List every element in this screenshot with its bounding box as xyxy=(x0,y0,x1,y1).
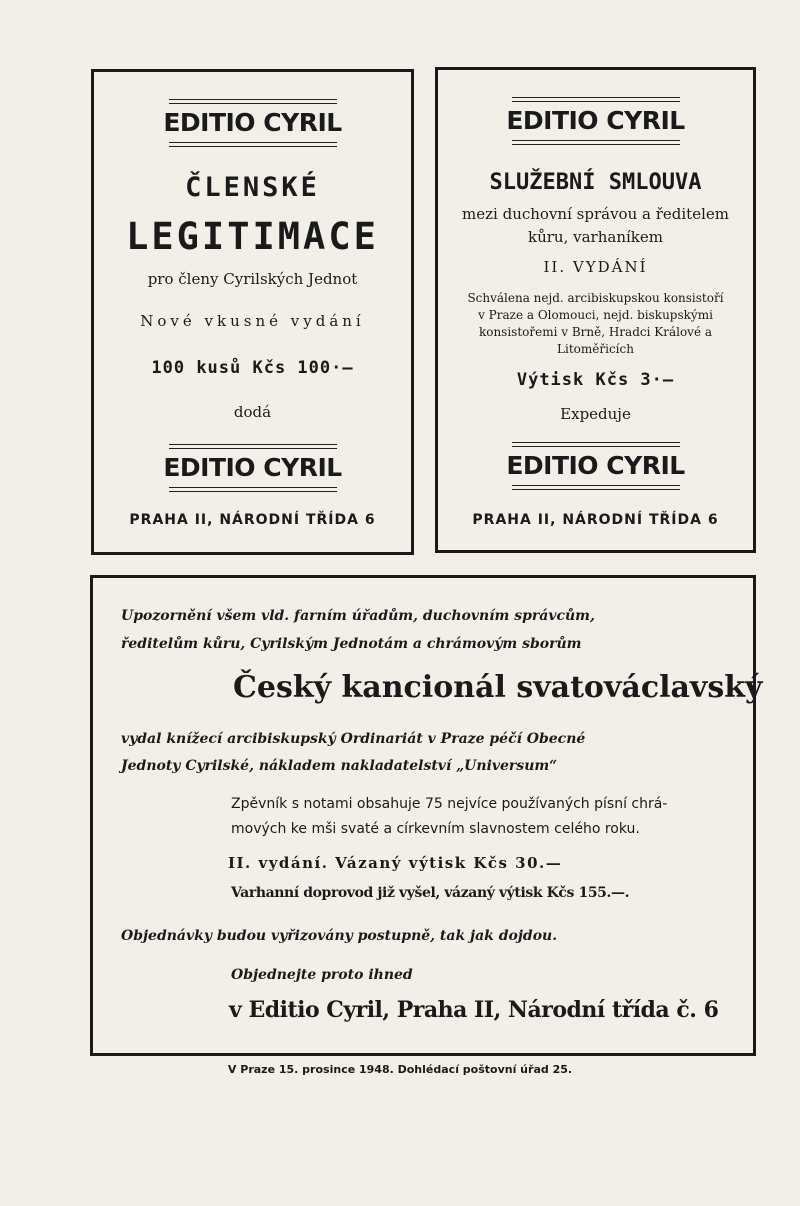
brand-name-top: EDITIO CYRIL xyxy=(506,106,685,135)
content-line-1: Zpěvník s notami obsahuje 75 nejvíce používaných písní chrá- xyxy=(231,796,668,812)
approval-line-2: v Praze a Olomouci, nejd. biskupskými xyxy=(478,308,713,322)
title: SLUŽEBNÍ SMLOUVA xyxy=(489,170,702,195)
left-advertisement xyxy=(91,69,414,555)
footer-imprint: V Praze 15. prosince 1948. Dohlédací poštovní úřad 25. xyxy=(227,1063,573,1076)
price: 100 kusů Kčs 100·– xyxy=(151,358,354,378)
orders-note: Objednávky budou vyřizovány postupně, tak jak dojdou. xyxy=(121,928,558,944)
approval-line-3: konsistořemi v Brně, Hradci Králové a xyxy=(478,325,713,339)
approval-line-1: Schválena nejd. arcibiskupskou konsistoří xyxy=(467,291,724,305)
supplier-label: dodá xyxy=(233,403,272,421)
price-line-1: II. vydání. Vázaný výtisk Kčs 30.— xyxy=(228,854,563,872)
right-advertisement xyxy=(435,67,756,553)
subtitle: pro členy Cyrilských Jednot xyxy=(147,270,358,288)
publisher-line-1: vydal knížecí arcibiskupský Ordinariát v Praze péčí Obecné xyxy=(121,731,586,747)
edition-note: Nové vkusné vydání xyxy=(140,312,365,330)
price: Výtisk Kčs 3·– xyxy=(516,370,675,390)
brand-name-bottom: EDITIO CYRIL xyxy=(506,451,685,480)
address: PRAHA II, NÁRODNÍ TŘÍDA 6 xyxy=(472,512,719,528)
hymnal-title: Český kancionál svatováclavský xyxy=(233,670,763,705)
description-line-2: kůru, varhaníkem xyxy=(528,228,663,246)
notice-line-1: Upozornění všem vld. farním úřadům, duchovním správcům, xyxy=(121,608,595,624)
approval-line-4: Litoměřicích xyxy=(557,342,634,356)
content-line-2: mových ke mši svaté a církevním slavnostem celého roku. xyxy=(231,821,640,837)
supplier-label: Expeduje xyxy=(560,405,631,423)
edition-note: II. VYDÁNÍ xyxy=(543,258,648,276)
publisher-line-2: Jednoty Cyrilské, nákladem nakladatelství „Universum“ xyxy=(121,758,558,774)
address: PRAHA II, NÁRODNÍ TŘÍDA 6 xyxy=(129,512,376,528)
order-address: v Editio Cyril, Praha II, Národní třída č. 6 xyxy=(229,997,719,1023)
brand-name-top: EDITIO CYRIL xyxy=(163,108,342,137)
title-line-1: ČLENSKÉ xyxy=(185,172,320,203)
description-line-1: mezi duchovní správou a ředitelem xyxy=(462,205,729,223)
bottom-advertisement xyxy=(90,575,763,1056)
notice-line-2: ředitelům kůru, Cyrilským Jednotám a chrámovým sborům xyxy=(121,636,582,652)
price-line-2: Varhanní doprovod již vyšel, vázaný výtisk Kčs 155.—. xyxy=(231,885,630,901)
brand-name-bottom: EDITIO CYRIL xyxy=(163,453,342,482)
order-now: Objednejte proto ihned xyxy=(231,967,413,983)
title-line-2: LEGITIMACE xyxy=(126,215,379,258)
